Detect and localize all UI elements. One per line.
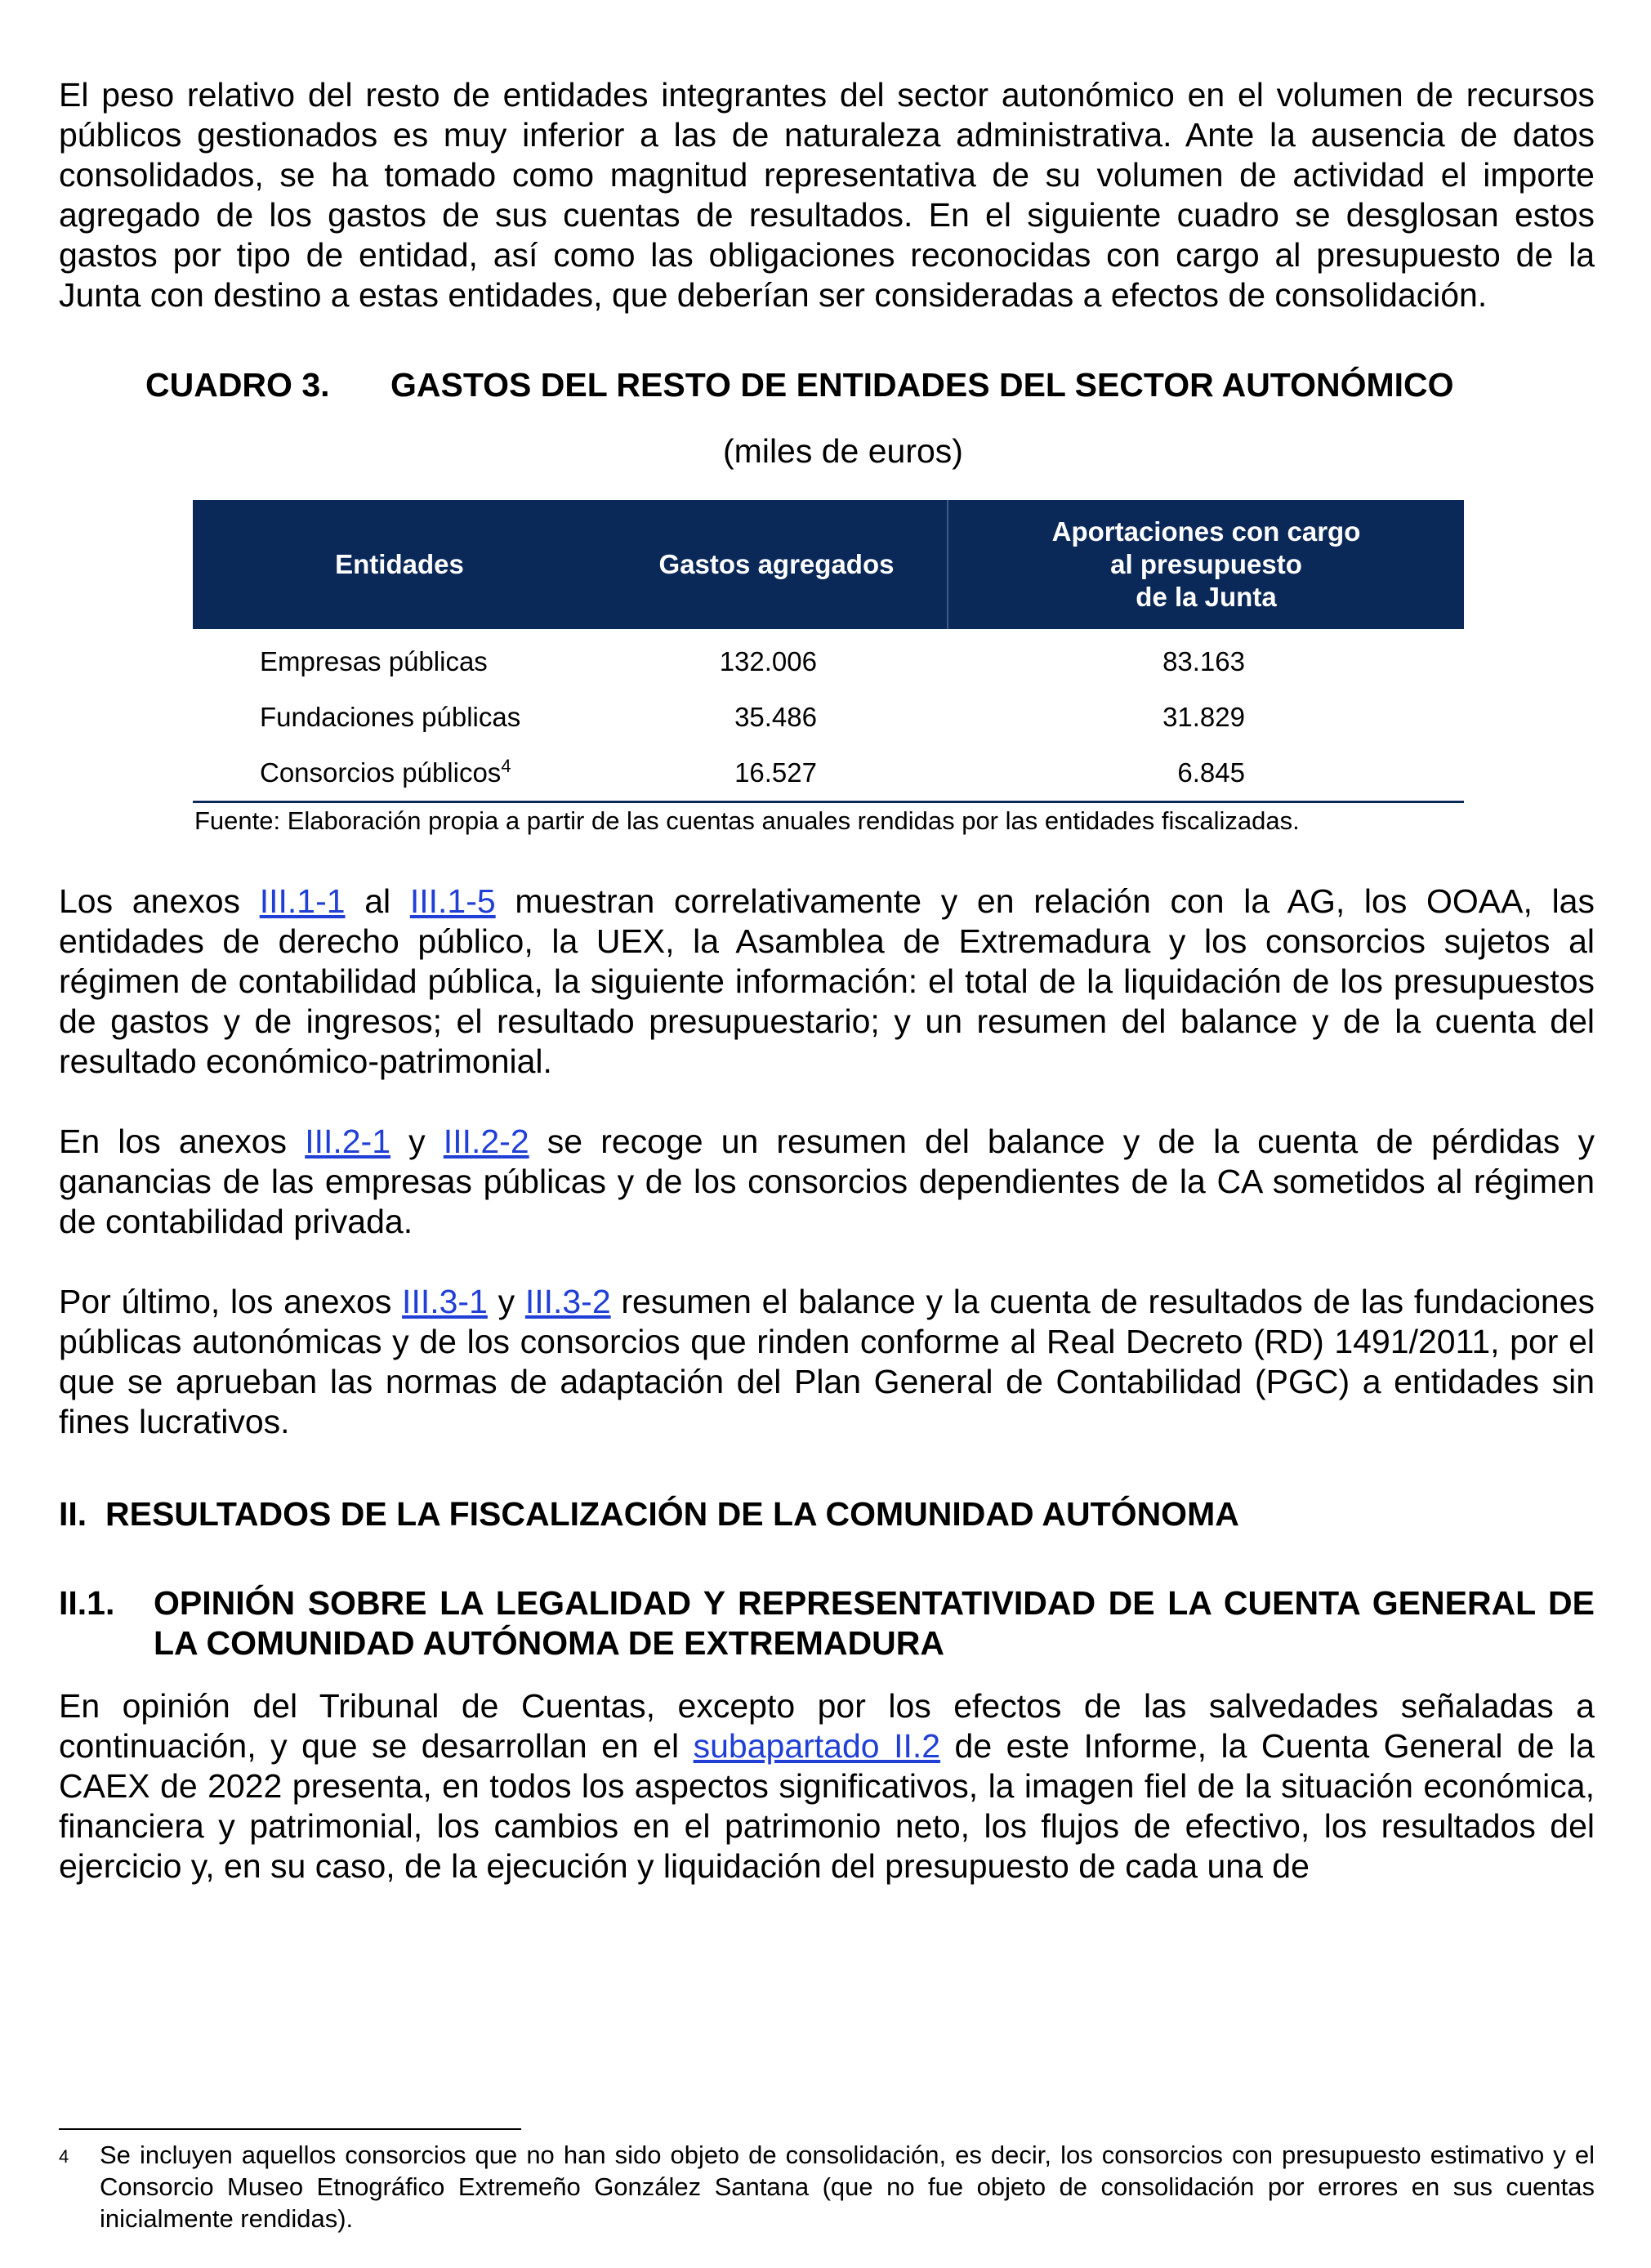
table-title-text: GASTOS DEL RESTO DE ENTIDADES DEL SECTOR AUTONÓMICO [390,366,1454,404]
table-row [193,745,1464,802]
table-header-row [193,500,1464,629]
footnote-divider [59,2128,521,2130]
table-source: Fuente: Elaboración propia a partir de las cuentas anuales rendidas por las entidades fiscalizadas. [194,806,1300,835]
subsection-heading [59,1583,1595,1663]
cell-entity: Empresas públicas [260,646,488,676]
anexos-paragraph-3 [59,1282,1595,1442]
cell-gastos: 132.006 [719,646,817,676]
table-container [193,500,1464,836]
section-title: RESULTADOS DE LA FISCALIZACIÓN DE LA COMUNIDAD AUTÓNOMA [105,1495,1239,1533]
text-fragment: Los anexos [59,882,260,920]
header-gastos: Gastos agregados [606,500,948,629]
link-anexo-iii-1-1[interactable]: III.1-1 [259,882,346,920]
subsection-title: OPINIÓN SOBRE LA LEGALIDAD Y REPRESENTATIVIDAD DE LA CUENTA GENERAL DE LA COMUNIDAD AUTÓNOMA DE EXTREMADURA [154,1584,1595,1662]
table-units: (miles de euros) [723,432,963,470]
subsection-number: II.1. [59,1584,115,1622]
expenses-table [193,500,1464,803]
text-fragment: y [487,1283,525,1320]
header-aportaciones [948,500,1464,629]
text-fragment: En los anexos [59,1123,306,1160]
anexos-paragraph-1 [59,882,1595,1082]
table-row [193,629,1464,690]
text-fragment: En opinión del Tribunal de Cuentas, excepto por los efectos de las salvedades señaladas a continuación, y que se desarrollan en el [59,1687,1595,1765]
cell-gastos: 16.527 [606,745,948,802]
link-anexo-iii-1-5[interactable]: III.1-5 [409,882,496,920]
footnote [59,2139,1595,2235]
text-fragment: muestran correlativamente y en relación con la AG, los OOAA, las entidades de derecho público, la UEX, la Asamblea de Extremadura y los consorcios sujetos al régimen de contabilidad pública, la siguiente información: el total de la liquidación de los presupuestos de gastos y de ingresos; el resultado presupuestario; y un resumen del balance y de la cuenta del resultado económico-patrimonial. [59,882,1595,1080]
header-entidades: Entidades [193,500,606,629]
cell-aportaciones: 83.163 [1162,646,1245,676]
table-number: CUADRO 3. [145,366,330,404]
cell-entity-with-footnote [193,745,606,802]
section-heading [59,1494,1595,1534]
opinion-paragraph [59,1686,1595,1886]
footnote-number: 4 [59,2146,69,2167]
section-number: II. [59,1495,87,1533]
text-fragment: resumen el balance y la cuenta de resultados de las fundaciones públicas autonómicas y de los consorcios que rinden conforme al Real Decreto (RD) 1491/2011, por el que se aprueban las normas de adaptación del Plan General de Contabilidad (PGC) a entidades sin fines lucrativos. [59,1283,1595,1440]
anexos-paragraph-2 [59,1122,1595,1242]
header-aportaciones-line1: Aportaciones con cargo [1051,516,1361,547]
text-fragment: Por último, los anexos [59,1283,403,1320]
link-anexo-iii-3-1[interactable]: III.3-1 [402,1283,488,1320]
page-content [59,75,1595,1886]
cell-gastos: 35.486 [734,702,817,732]
cell-entity: Fundaciones públicas [260,702,521,732]
table-row [193,690,1464,745]
footnote-ref[interactable]: 4 [501,756,511,776]
text-fragment: al [345,882,410,920]
cell-aportaciones: 6.845 [948,745,1464,802]
link-anexo-iii-2-2[interactable]: III.2-2 [443,1123,529,1160]
text-fragment: de este Informe, la Cuenta General de la CAEX de 2022 presenta, en todos los aspectos significativos, la imagen fiel de la situación económica, financiera y patrimonial, los cambios en el patrimonio neto, los flujos de efectivo, los resultados del ejercicio y, en su caso, de la ejecución y liquidación del presupuesto de cada una de [59,1727,1595,1885]
link-anexo-iii-3-2[interactable]: III.3-2 [524,1283,611,1320]
text-fragment: y [390,1123,444,1160]
header-aportaciones-line2: al presupuesto [1110,549,1302,579]
intro-paragraph: El peso relativo del resto de entidades integrantes del sector autonómico en el volumen de recursos públicos gestionados es muy inferior a las de naturaleza administrativa. Ante la ausencia de datos consolidados, se ha tomado como magnitud representativa de su volumen de actividad el importe agregado de los gastos de sus cuentas de resultados. En el siguiente cuadro se desglosan estos gastos por tipo de entidad, así como las obligaciones reconocidas con cargo al presupuesto de la Junta con destino a estas entidades, que deberían ser consideradas a efectos de consolidación. [59,76,1595,314]
header-aportaciones-line3: de la Junta [1136,582,1277,612]
cell-entity: Consorcios públicos [260,757,502,788]
table-title [59,366,1595,404]
cell-aportaciones: 31.829 [1162,702,1245,732]
link-subapartado-ii-2[interactable]: subapartado II.2 [693,1727,941,1765]
text-fragment: se recoge un resumen del balance y de la cuenta de pérdidas y ganancias de las empresas públicas y de los consorcios dependientes de la CA sometidos al régimen de contabilidad privada. [59,1123,1595,1240]
link-anexo-iii-2-1[interactable]: III.2-1 [305,1123,391,1160]
footnote-text: Se incluyen aquellos consorcios que no han sido objeto de consolidación, es decir, los consorcios con presupuesto estimativo y el Consorcio Museo Etnográfico Extremeño González Santana (que no fue objeto de consolidación por errores en sus cuentas inicialmente rendidas). [100,2141,1595,2233]
